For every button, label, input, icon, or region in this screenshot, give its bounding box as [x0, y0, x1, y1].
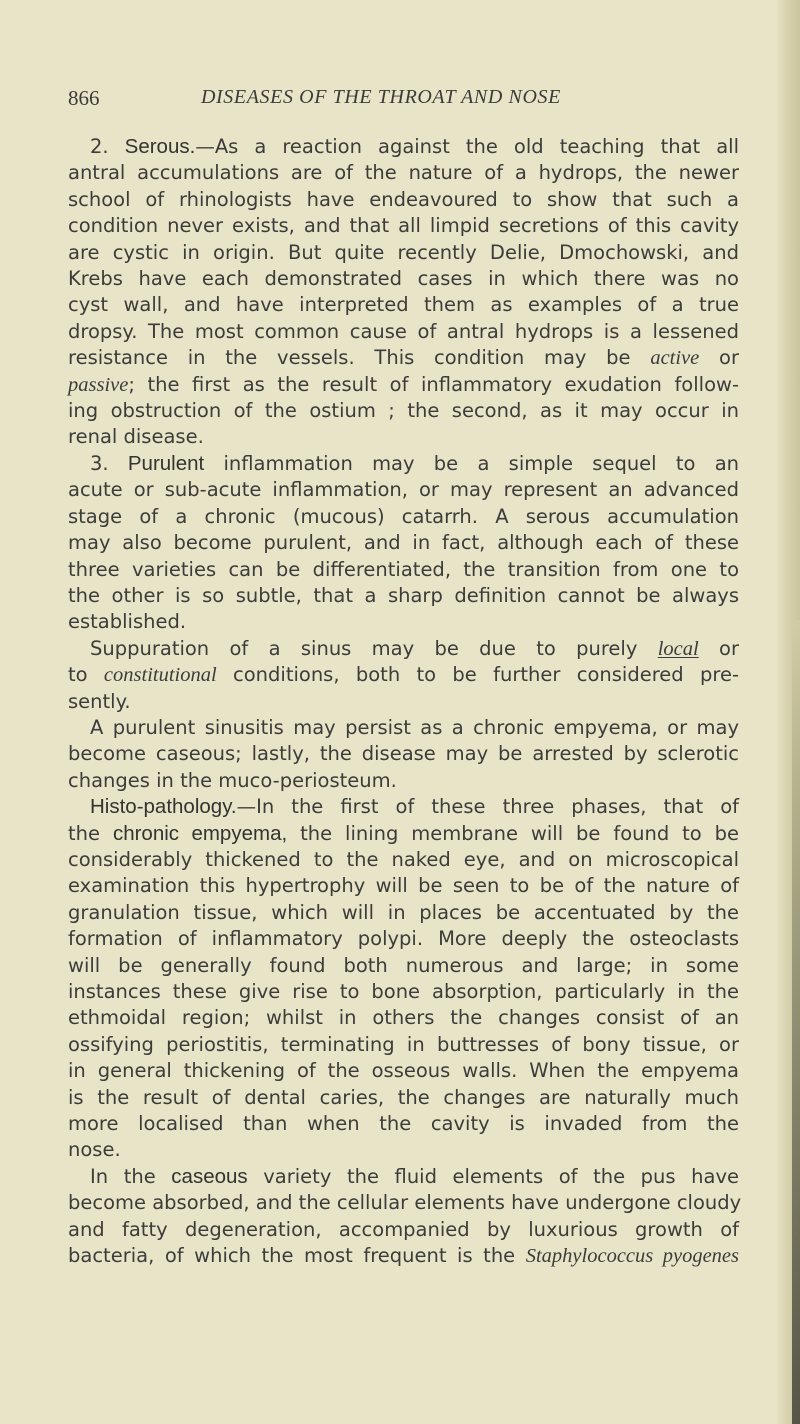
emphasis-passive: passive: [68, 373, 129, 396]
paragraph-suppuration: Suppuration of a sinus may be due to purely local or to constitutional conditions, both to be further considered pre- sently.: [68, 636, 739, 713]
page-number: 866: [68, 86, 100, 110]
heading-purulent: Purulent: [127, 451, 205, 475]
heading-serous: Serous.: [124, 135, 196, 158]
paragraph-caseous: In the caseous variety the fluid elements of the pus have become absorbed, and the cellular elements have undergone cloudy and fatty degeneration, accompanied by luxurious growth of bacteria, of which the most frequent is the Staphylococcus pyogenes: [68, 1164, 742, 1268]
term-chronic-empyema: chronic empyema,: [112, 821, 288, 845]
paragraph-purulent: 3. Purulent inflammation may be a simple sequel to an acute or sub-acute inflammation, or may represent an advanced stage of a chronic (mucous) catarrh. A serous accumulation may also become purulent, and in fact, although each of these three varieties can be differentiated, the transition from one to the other is so subtle, that a sharp definition cannot be always established.: [68, 451, 739, 634]
page-edge-dark-shadow: [792, 620, 800, 1424]
heading-histopathology: Histo-pathology.: [90, 795, 237, 819]
page-header: [68, 86, 728, 116]
body-text: [68, 134, 742, 1269]
paragraph-histopathology: Histo-pathology.—In the first of these three phases, that of the chronic empyema, the lining membrane will be found to be considerably thickened to the naked eye, and on microscopical examination this hypertrophy will be seen to be of the nature of granulation tissue, which will in places be accentuated by the formation of inflammatory polypi. More deeply the osteoclasts will be generally found both numerous and large; in some instances these give rise to bone absorption, particularly in the ethmoidal region; whilst in others the changes consist of an ossifying periostitis, terminating in buttresses of bony tissue, or in general thickening of the osseous walls. When the empyema is the result of dental caries, the changes are naturally much more localised than when the cavity is invaded from the nose.: [68, 795, 740, 1162]
term-caseous: caseous: [171, 1164, 248, 1188]
emphasis-constitutional: constitutional: [103, 664, 217, 687]
emphasis-local: local: [657, 637, 699, 660]
emphasis-staphylococcus: Staphylococcus pyogenes: [525, 1245, 739, 1268]
emphasis-active: active: [650, 347, 700, 370]
paragraph-serous: 2. Serous.—As a reaction against the old teaching that all antral accumulations are of the nature of a hydrops, the newer school of rhinologists have endeavoured to show that such a condition never exists, and that all limpid secretions of this cavity are cystic in origin. But quite recently Delie, Dmochowski, and Krebs have each demonstrated cases in which there was no cyst wall, and have interpreted them as examples of a true dropsy. The most common cause of antral hydrops is a lessened resistance in the vessels. This condition may be active or passive; the first as the result of inflammatory exudation follow- ing obstruction of the ostium ; the second, as it may occur in renal disease.: [68, 135, 739, 449]
running-title: DISEASES OF THE THROAT AND NOSE: [201, 86, 561, 108]
paragraph-sinusitis: A purulent sinusitis may persist as a chronic empyema, or may become caseous; lastly, the disease may be arrested by sclerotic changes in the muco-periosteum.: [68, 715, 739, 792]
